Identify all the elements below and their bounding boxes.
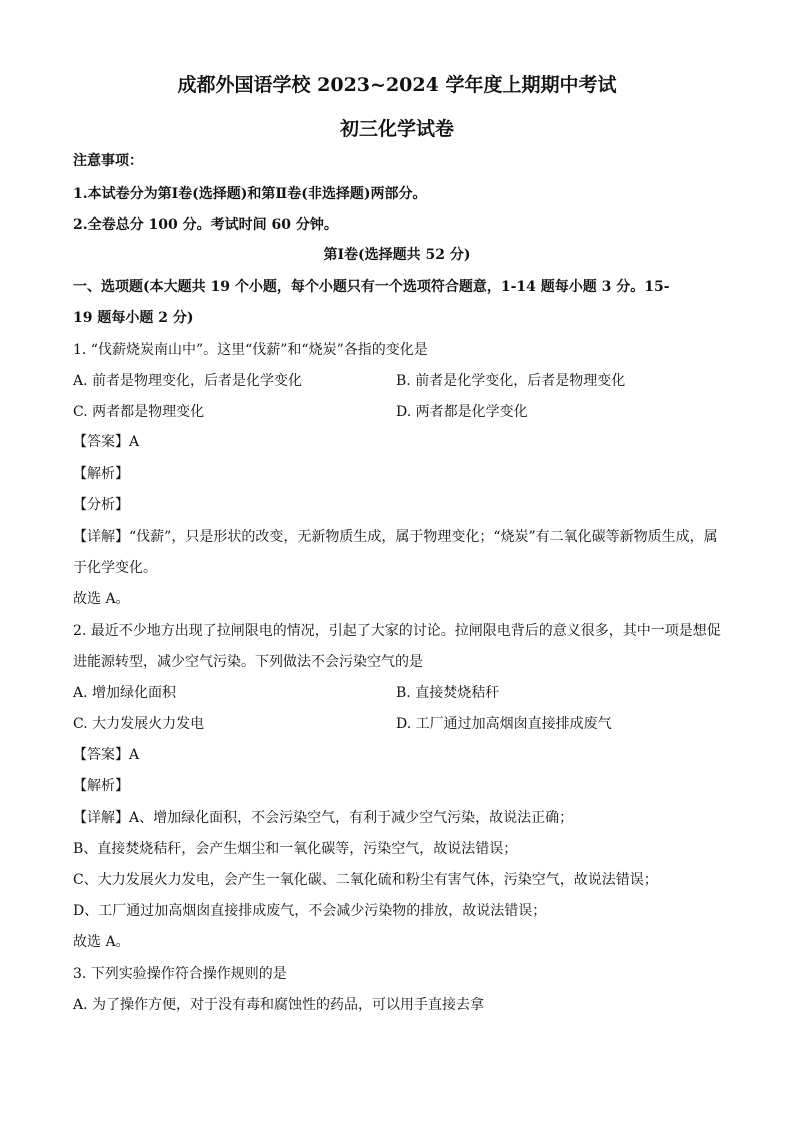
q3-option-a: A. 为了操作方便，对于没有毒和腐蚀性的药品，可以用手直接去拿 bbox=[73, 997, 485, 1013]
exam-title: 成都外国语学校 2023~2024 学年度上期期中考试 bbox=[177, 74, 617, 96]
q1-option-b: B. 前者是化学变化，后者是物理变化 bbox=[396, 373, 626, 389]
q2-stem-line1: 2. 最近不少地方出现了拉闸限电的情况，引起了大家的讨论。拉闸限电背后的意义很多，其中一项是想促 bbox=[73, 623, 721, 639]
q1-stem: 1. “伐薪烧炭南山中”。这里“伐薪”和“烧炭”各指的变化是 bbox=[73, 342, 428, 358]
q2-option-c: C. 大力发展火力发电 bbox=[73, 716, 205, 732]
section-instruction-line1: 一、选项题(本大题共 19 个小题，每个小题只有一个选项符合题意，1-14 题每小题 3 分。15- bbox=[73, 279, 670, 295]
notes-item-1: 1.本试卷分为第Ⅰ卷(选择题)和第Ⅱ卷(非选择题)两部分。 bbox=[73, 186, 427, 202]
notes-item-2: 2.全卷总分 100 分。考试时间 60 分钟。 bbox=[73, 217, 338, 233]
q2-detail-3: C、大力发展火力发电，会产生一氧化碳、二氧化硫和粉尘有害气体，污染空气，故说法错误； bbox=[73, 872, 658, 888]
exam-subtitle: 初三化学试卷 bbox=[339, 118, 454, 140]
q1-analysis: 【解析】 bbox=[73, 466, 129, 482]
q3-stem: 3. 下列实验操作符合操作规则的是 bbox=[73, 966, 287, 982]
q1-conclusion: 故选 A。 bbox=[73, 591, 130, 607]
q2-stem-line2: 进能源转型，减少空气污染。下列做法不会污染空气的是 bbox=[73, 654, 423, 670]
q2-analysis: 【解析】 bbox=[73, 778, 129, 794]
q2-option-b: B. 直接焚烧秸秆 bbox=[396, 685, 500, 701]
q2-conclusion: 故选 A。 bbox=[73, 934, 130, 950]
section-title: 第Ⅰ卷(选择题共 52 分) bbox=[323, 247, 471, 263]
q1-option-d: D. 两者都是化学变化 bbox=[396, 404, 528, 420]
q2-detail-2: B、直接焚烧秸秆，会产生烟尘和一氧化碳等，污染空气，故说法错误； bbox=[73, 841, 518, 857]
notes-heading: 注意事项： bbox=[73, 153, 143, 169]
q1-option-a: A. 前者是物理变化，后者是化学变化 bbox=[73, 373, 303, 389]
q2-option-a: A. 增加绿化面积 bbox=[73, 685, 177, 701]
q1-fenxi: 【分析】 bbox=[73, 497, 129, 513]
q2-answer: 【答案】A bbox=[73, 747, 140, 763]
section-instruction-line2: 19 题每小题 2 分) bbox=[73, 310, 194, 326]
q1-option-c: C. 两者都是物理变化 bbox=[73, 404, 205, 420]
q2-detail-1: 【详解】A、增加绿化面积，不会污染空气，有利于减少空气污染，故说法正确； bbox=[73, 810, 574, 826]
q1-detail-line2: 于化学变化。 bbox=[73, 560, 157, 576]
q2-detail-4: D、工厂通过加高烟囱直接排成废气，不会减少污染物的排放，故说法错误； bbox=[73, 903, 547, 919]
q1-answer: 【答案】A bbox=[73, 434, 140, 450]
q2-option-d: D. 工厂通过加高烟囱直接排成废气 bbox=[396, 716, 612, 732]
q1-detail-line1: 【详解】“伐薪”，只是形状的改变，无新物质生成，属于物理变化；“烧炭”有二氧化碳等新物质生成，属 bbox=[73, 529, 718, 545]
